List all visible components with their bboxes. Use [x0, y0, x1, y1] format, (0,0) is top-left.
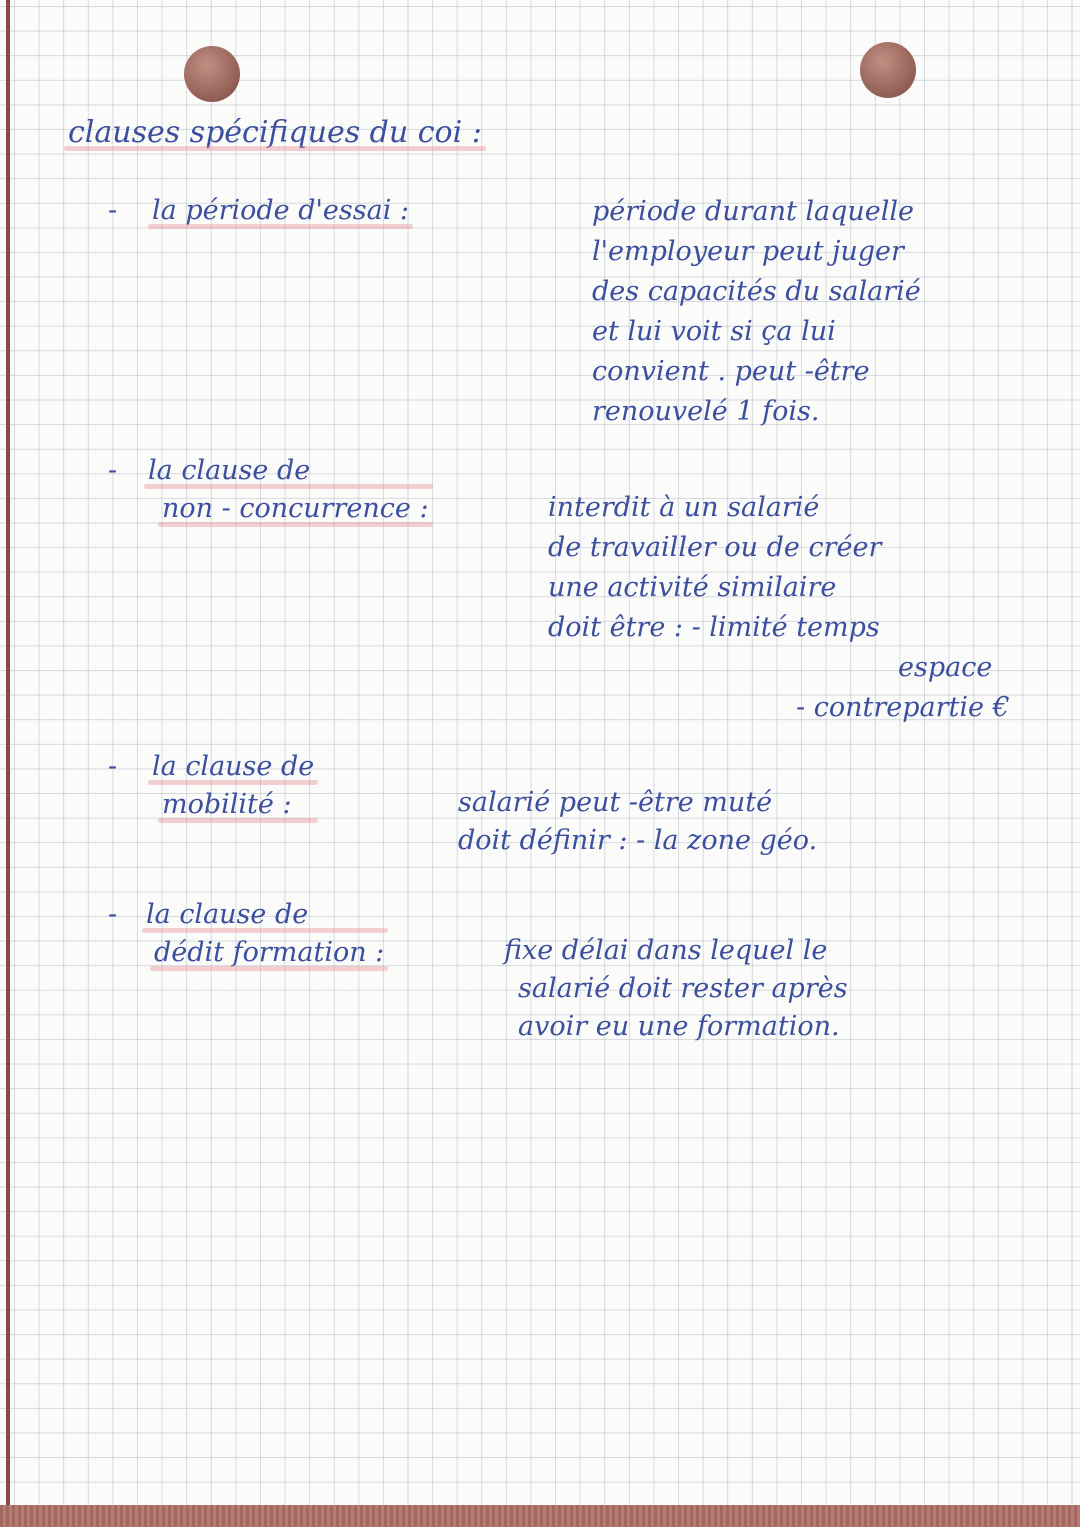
section-3-term: la clause de mobilité : [152, 748, 314, 824]
section-3-definition: salarié peut -être muté doit définir : - la zone géo. [458, 787, 818, 856]
margin-line [6, 0, 10, 1527]
bottom-edge [0, 1505, 1080, 1527]
section-1-dash: - [108, 195, 118, 226]
section-1-term: la période d'essai : [152, 192, 409, 230]
section-2-term: la clause de non - concurrence : [148, 452, 429, 528]
punch-hole-left [184, 46, 240, 102]
section-4-definition: fixe délai dans lequel le salarié doit rester après avoir eu une formation. [504, 935, 848, 1042]
section-4-term: la clause de dédit formation : [146, 896, 384, 972]
page-title: clauses spécifiques du coi : [68, 115, 482, 150]
section-4-dash: - [108, 899, 118, 930]
section-2-dash: - [108, 455, 118, 486]
punch-hole-right [860, 42, 916, 98]
section-3-dash: - [108, 751, 118, 782]
section-1-definition: période durant laquelle l'employeur peut juger des capacités du salarié et lui voit si ça lui convient . peut -être renouvelé 1 fois. [592, 196, 921, 427]
section-2-definition: interdit à un salarié de travailler ou de créer une activité similaire doit être : - limité temps espace - contrepartie € [548, 492, 1010, 723]
